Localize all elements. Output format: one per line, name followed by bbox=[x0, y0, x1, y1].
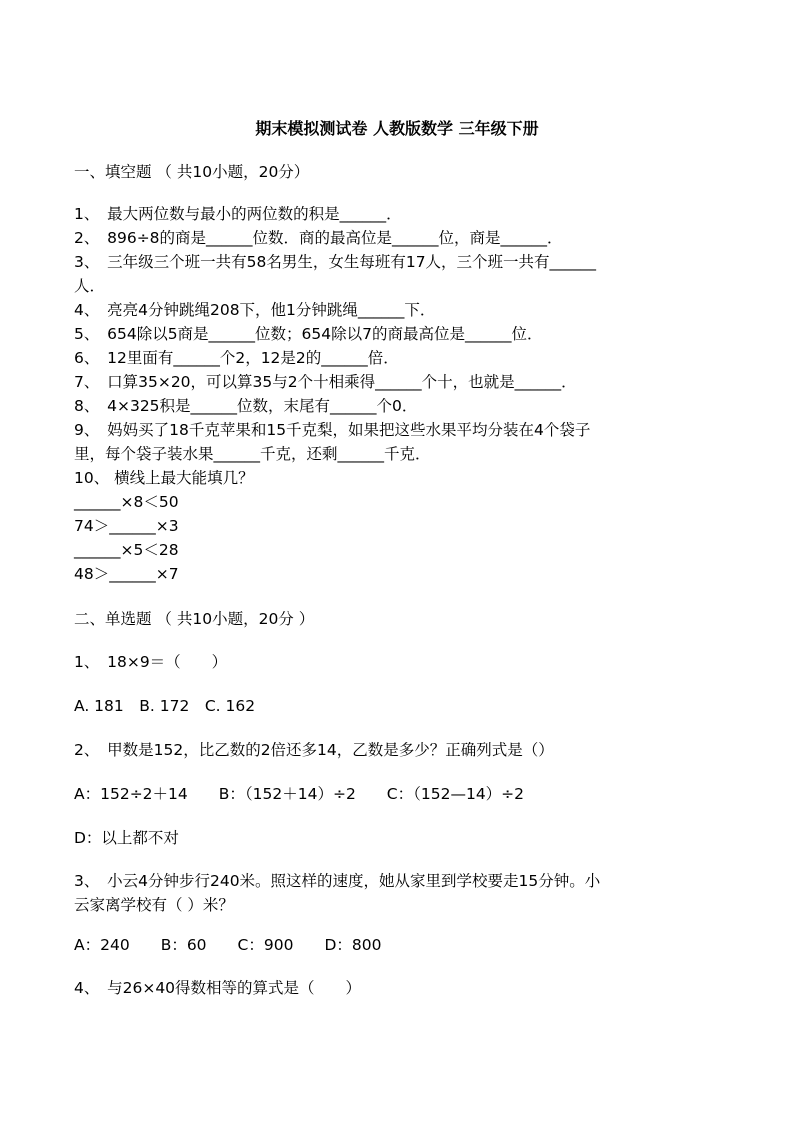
fill-question-10: 10、 横线上最大能填几？ bbox=[74, 469, 254, 487]
choice-question-3-line2: 云家离学校有（ ）米？ bbox=[74, 896, 234, 914]
fill-question-3-line1: 3、 三年级三个班一共有58名男生，女生每班有17人，三个班一共有______ bbox=[74, 253, 597, 271]
fill-question-10-a: ______×8＜50 bbox=[74, 493, 179, 511]
choice-question-2-option-d: D：以上都不对 bbox=[74, 829, 179, 847]
fill-question-1: 1、 最大两位数与最小的两位数的积是______． bbox=[74, 205, 402, 223]
choice-question-3-line1: 3、 小云4分钟步行240米。照这样的速度，她从家里到学校要走15分钟。小 bbox=[74, 872, 601, 890]
choice-question-4: 4、 与26×40得数相等的算式是（ ） bbox=[74, 979, 362, 997]
section-fill-blank-heading: 一、填空题 （ 共10小题，20分） bbox=[74, 163, 310, 181]
fill-question-3-line2: 人． bbox=[74, 277, 106, 295]
choice-question-2: 2、 甲数是152，比乙数的2倍还多14，乙数是多少？正确列式是（） bbox=[74, 741, 554, 759]
fill-question-9-line2: 里，每个袋子装水果______千克，还剩______千克． bbox=[74, 445, 431, 463]
choice-question-1: 1、 18×9＝（ ） bbox=[74, 653, 228, 671]
fill-question-10-b: 74＞______×3 bbox=[74, 517, 179, 535]
fill-question-6: 6、 12里面有______个2，12是2的______倍． bbox=[74, 349, 399, 367]
choice-question-2-options: A：152÷2＋14 B：（152＋14）÷2 C：（152—14）÷2 bbox=[74, 785, 525, 803]
fill-question-2: 2、 896÷8的商是______位数．商的最高位是______位，商是______． bbox=[74, 229, 563, 247]
page-title: 期末模拟测试卷 人教版数学 三年级下册 bbox=[255, 119, 539, 138]
fill-question-10-d: 48＞______×7 bbox=[74, 565, 179, 583]
fill-question-5: 5、 654除以5商是______位数；654除以7的商最高位是______位． bbox=[74, 325, 543, 343]
fill-question-4: 4、 亮亮4分钟跳绳208下，他1分钟跳绳______下． bbox=[74, 301, 436, 319]
fill-question-8: 8、 4×325积是______位数，末尾有______个0． bbox=[74, 397, 418, 415]
fill-question-10-c: ______×5＜28 bbox=[74, 541, 179, 559]
choice-question-1-options: A. 181 B. 172 C. 162 bbox=[74, 697, 256, 715]
section-single-choice-heading: 二、单选题 （ 共10小题，20分 ） bbox=[74, 610, 315, 628]
fill-question-9-line1: 9、 妈妈买了18千克苹果和15千克梨，如果把这些水果平均分装在4个袋子 bbox=[74, 421, 591, 439]
choice-question-3-options: A：240 B：60 C：900 D：800 bbox=[74, 936, 382, 954]
fill-question-7: 7、 口算35×20，可以算35与2个十相乘得______个十，也就是______． bbox=[74, 373, 577, 391]
